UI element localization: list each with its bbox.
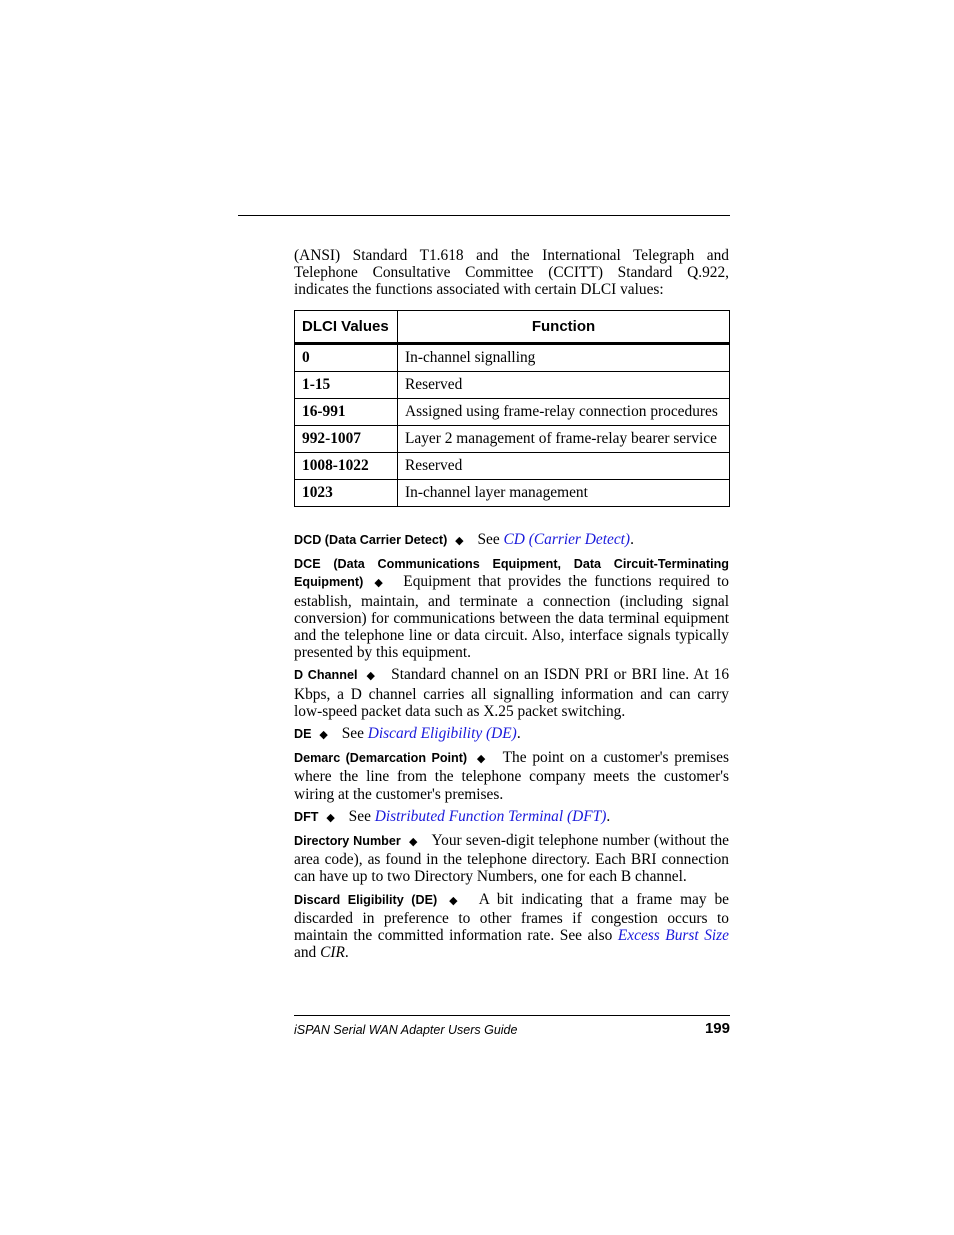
and-text: and: [294, 944, 321, 962]
dlci-function: In-channel signalling: [398, 344, 730, 372]
table-row: [295, 372, 730, 399]
table-row: [295, 399, 730, 426]
header-dlci-values: DLCI Values: [295, 311, 398, 344]
dlci-value: 992-1007: [295, 426, 398, 453]
dlci-value: 0: [295, 344, 398, 372]
term-discard-eligibility: Discard Eligibility (DE): [294, 892, 438, 907]
table-row: [295, 426, 730, 453]
entry-de: [294, 725, 729, 744]
see-text: See: [348, 807, 375, 825]
dlci-value: 1023: [295, 480, 398, 507]
entry-dcd: [294, 531, 729, 550]
table-header-row: [295, 311, 730, 344]
dlci-value: 1-15: [295, 372, 398, 399]
see-text: See: [477, 531, 504, 548]
dlci-function: Assigned using frame-relay connection procedures: [398, 399, 730, 426]
diamond-icon: ◆: [476, 753, 488, 766]
dlci-table: [294, 310, 730, 507]
term-d-channel: D Channel: [294, 668, 358, 683]
link-cd-carrier-detect[interactable]: CD (Carrier Detect): [503, 531, 631, 548]
link-distributed-function-terminal[interactable]: Distributed Function Terminal (DFT): [374, 807, 607, 825]
page-number: 199: [704, 1020, 730, 1037]
dlci-function: Layer 2 management of frame-relay bearer service: [398, 426, 730, 453]
period: .: [606, 807, 611, 825]
term-dce: DCE (Data Communications Equipment, Data Circuit-Terminating Equipment): [294, 557, 729, 590]
footer-rule: [294, 1015, 730, 1016]
dlci-value: 1008-1022: [295, 453, 398, 480]
diamond-icon: ◆: [366, 670, 377, 683]
diamond-icon: ◆: [409, 836, 418, 849]
definition-directory-number: Your seven-digit telephone number (without the area code), as found in the telephone directory. Each BRI connection can have up to two Directory Numbers, one for each B channel.: [294, 832, 729, 886]
see-text: See: [341, 725, 368, 743]
diamond-icon: ◆: [455, 535, 464, 547]
entry-dft: [294, 808, 729, 827]
top-rule: [238, 215, 730, 216]
entry-d-channel: [294, 666, 729, 720]
term-demarc: Demarc (Demarcation Point): [294, 751, 468, 766]
period: .: [516, 725, 521, 743]
cir-text: CIR: [320, 944, 345, 962]
definition-dce: Equipment that provides the functions required to establish, maintain, and terminate a connection (including signal conversion) for communications between the data terminal equipment and the telephone line or data circuit. Also, interface signals typically presented by this equipment.: [294, 573, 729, 662]
entry-demarc: [294, 749, 729, 803]
diamond-icon: ◆: [326, 811, 335, 824]
entry-dce: [294, 555, 729, 661]
period: .: [344, 944, 349, 962]
dlci-function: Reserved: [398, 372, 730, 399]
diamond-icon: ◆: [374, 577, 387, 590]
term-directory-number: Directory Number: [294, 834, 401, 849]
header-function: Function: [398, 311, 730, 344]
diamond-icon: ◆: [319, 729, 328, 742]
definition-discard-eligibility: A bit indicating that a frame may be discarded in preference to other frames if congestion occurs to maintain the committed information rate. See also: [294, 890, 730, 945]
entry-discard-eligibility: [294, 891, 729, 962]
table-row: [295, 453, 730, 480]
dlci-function: Reserved: [398, 453, 730, 480]
term-dft: DFT: [294, 809, 319, 824]
diamond-icon: ◆: [449, 894, 462, 907]
table-row: [295, 344, 730, 372]
footer-title: iSPAN Serial WAN Adapter Users Guide: [294, 1023, 518, 1037]
period: .: [630, 531, 634, 548]
dlci-function: In-channel layer management: [398, 480, 730, 507]
intro-paragraph: (ANSI) Standard T1.618 and the International Telegraph and Telephone Consultative Committee (CCITT) Standard Q.922, indicates the functions associated with certain DLCI values:: [294, 247, 729, 299]
term-dcd: DCD (Data Carrier Detect): [294, 533, 448, 547]
link-excess-burst-size[interactable]: Excess Burst Size: [617, 927, 729, 945]
link-discard-eligibility[interactable]: Discard Eligibility (DE): [367, 725, 517, 743]
dlci-value: 16-991: [295, 399, 398, 426]
definition-demarc: The point on a customer's premises where the line from the telephone company meets the customer's wiring at the customer's premises.: [294, 749, 729, 803]
term-de: DE: [294, 727, 312, 742]
content: [294, 247, 730, 962]
glossary-entries: [294, 531, 729, 966]
entry-directory-number: [294, 832, 729, 886]
table-row: [295, 480, 730, 507]
definition-d-channel: Standard channel on an ISDN PRI or BRI line. At 16 Kbps, a D channel carries all signalling information and can carry low-speed packet data such as X.25 packet switching.: [294, 666, 730, 720]
